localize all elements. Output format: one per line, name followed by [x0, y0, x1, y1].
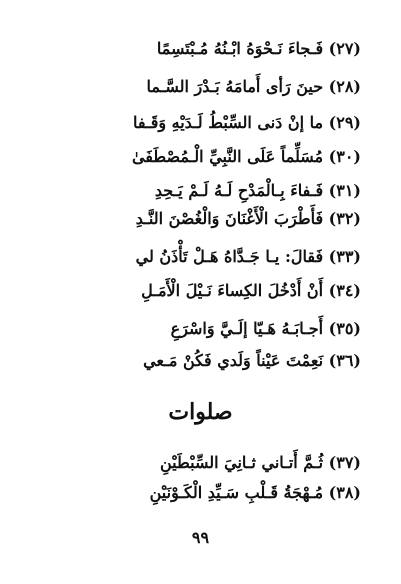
verse-line-27: (٢٧) فَـجاءَ نَـحْوَهُ ابْـنُهُ مُـبْتَسِمًا: [156, 39, 361, 58]
verse-line-35: (٣٥) أَجـابَـهُ هَـيّا إلَـيَّ وَاسْرَعِ: [170, 319, 361, 338]
verse-line-36: (٣٦) نَعِمْتَ عَيْناً وَلَدي فَكُنْ مَـعي: [143, 351, 361, 370]
verse-line-30: (٣٠) مُسَلِّماً عَلَى النَّبِيِّ الْـمُصْطَفَىٰ: [131, 147, 361, 166]
verse-line-34: (٣٤) أَنْ أَدْخُلَ الكِساءَ نَـيْلَ الْأَمَـلِ: [141, 281, 361, 300]
section-heading: صلوات: [168, 399, 233, 425]
verse-line-37: (٣٧) ثُـمَّ أَتـاني ثـانِيَ السِّبْطَيْنِ: [159, 453, 361, 472]
verse-line-28: (٢٨) حينَ رَأى أَمامَهُ بَـدْرَ السَّـما: [146, 77, 361, 96]
verse-line-29: (٢٩) ما إنْ دَنى السِّبْطُ لَـدَيْهِ وَقَـفا: [133, 113, 361, 132]
page-number: ٩٩: [191, 528, 210, 547]
verse-line-31: (٣١) فَـفاءَ بِـالْمَدْحِ لَـهُ لَـمْ يَـحِدِ: [154, 181, 361, 200]
verse-line-32: (٣٢) فَأَطْرَبَ الْأَغْنَانَ وَالْغُصْنَ النَّـدِ: [135, 209, 361, 228]
verse-line-38: (٣٨) مُـهْجَةُ قَـلْبِ سَـيِّدِ الْكَـوْنَيْنِ: [149, 483, 361, 502]
verse-line-33: (٣٣) فَقالَ: يـا جَـدَّاهُ هَـلْ تَأْذَنُ لي: [135, 247, 361, 266]
